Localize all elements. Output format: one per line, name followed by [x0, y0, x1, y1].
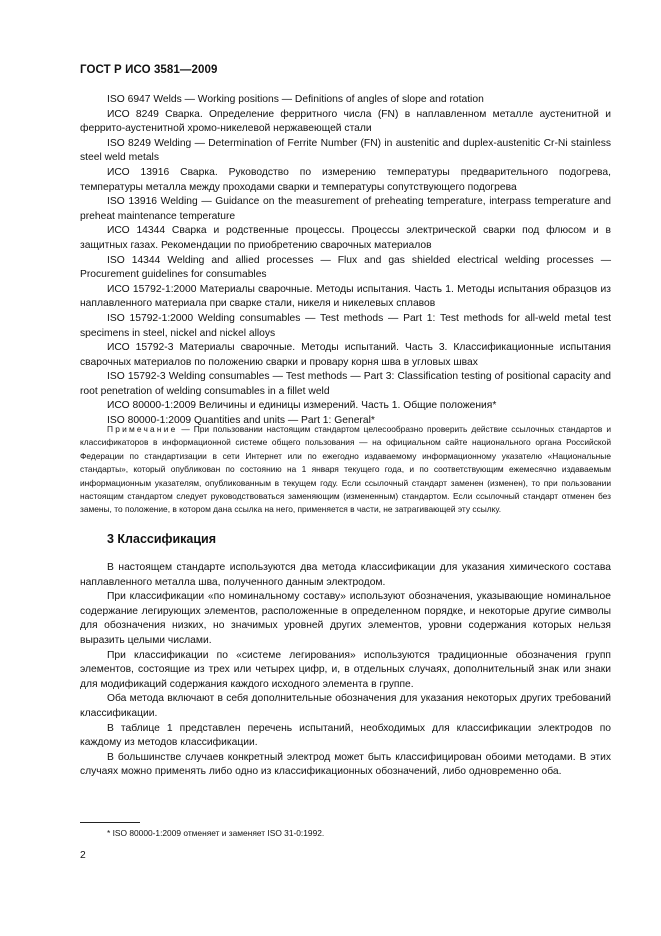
body-paragraph: В настоящем стандарте используются два метода классификации для указания химического состава наплавленного металла шва, полученного данным электродом.	[80, 562, 611, 588]
body-paragraph: В большинстве случаев конкретный электрод может быть классифицирован обоими методами. В этих случаях можно применять либо одно из классификационных обозначений, либо одновременно оба.	[80, 751, 611, 778]
note-paragraph	[80, 423, 611, 517]
section-body	[80, 561, 611, 780]
reference-item: ИСО 14344 Сварка и родственные процессы. Процессы электрической сварки под флюсом и в защитных газах. Рекомендации по приобретению сварочных материалов	[80, 225, 611, 251]
body-paragraph: Оба метода включают в себя дополнительные обозначения для указания некоторых других требований классификации.	[80, 693, 611, 719]
reference-item: ИСО 80000-1:2009 Величины и единицы измерений. Часть 1. Общие положения*	[107, 400, 497, 412]
reference-item: ИСО 13916 Сварка. Руководство по измерению температуры предварительного подогрева, температуры металла между проходами сварки и температуры сопутствующего подогрева	[80, 166, 611, 193]
reference-item: ISO 13916 Welding — Guidance on the measurement of preheating temperature, interpass temperature and preheat maintenance temperature	[80, 196, 611, 222]
page-number: 2	[80, 850, 86, 861]
reference-item: ИСО 15792-1:2000 Материалы сварочные. Методы испытания. Часть 1. Методы испытания образцов из наплавленного материала при сварке стали, никеля и никелевых сплавов	[80, 283, 611, 310]
reference-item: ИСО 8249 Сварка. Определение ферритного числа (FN) в наплавленном металле аустенитной и феррито-аустенитной хромо-никелевой нержавеющей стали	[80, 108, 611, 135]
body-paragraph: При классификации «по номинальному составу» используют обозначения, указывающие номинальное содержание легирующих элементов, расположенные в определенном порядке, и некоторые другие символы для обозначения низких, но значимых уровней других элементов, уровни содержания которых нельзя выразить целыми числами.	[80, 591, 611, 646]
reference-item: ISO 6947 Welds — Working positions — Definitions of angles of slope and rotation	[107, 94, 484, 105]
section-title: 3 Классификация	[107, 532, 217, 546]
standard-header: ГОСТ Р ИСО 3581—2009	[80, 64, 218, 76]
footnote-divider	[80, 822, 140, 823]
note-text: — При пользовании настоящим стандартом целесообразно проверить действие ссылочных стандартов и классификаторов в информационной системе общего пользования — на официальном сайте национального органа Российской Федерации по стандартизации в сети Интернет или по ежегодно издаваемому информационному указателю «Национальные стандарты», который опубликован по состоянию на 1 января текущего года, и по соответствующим ежемесячно издаваемым информационным указателям, опубликованным в текущем году. Если ссылочный стандарт заменен (изменен), то при пользовании настоящим стандартом следует руководствоваться заменяющим (измененным) стандартом. Если ссылочный стандарт отменен без замены, то положение, в котором дана ссылка на него, применяется в части, не затрагивающей эту ссылку.	[80, 424, 611, 515]
note-label: Примечание	[107, 424, 178, 434]
body-paragraph: При классификации по «системе легирования» используются традиционные обозначения групп элементов, состоящие из трех или четырех цифр, и, в отдельных случаях, дополнительный знак или знаки для модификаций содержания каждого исходного элемента в группе.	[80, 649, 611, 690]
reference-item: ISO 15792-1:2000 Welding consumables — Test methods — Part 1: Test methods for all-weld metal test specimens in steel, nickel and nickel alloys	[80, 312, 611, 339]
reference-item: ISO 80000-1:2009 Quantities and units — Part 1: General*	[107, 415, 375, 427]
reference-item: ISO 8249 Welding — Determination of Ferrite Number (FN) in austenitic and duplex-austenitic Cr-Ni stainless steel weld metals	[80, 137, 611, 164]
reference-item: ISO 15792-3 Welding consumables — Test methods — Part 3: Classification testing of positional capacity and root penetration of welding consumables in a fillet weld	[80, 371, 611, 397]
footnote: * ISO 80000-1:2009 отменяет и заменяет ISO 31-0:1992.	[107, 828, 325, 838]
body-paragraph: В таблице 1 представлен перечень испытаний, необходимых для классификации электродов по каждому из методов классификации.	[80, 722, 611, 749]
normative-references	[80, 93, 611, 429]
reference-item: ИСО 15792-3 Материалы сварочные. Методы испытаний. Часть 3. Классификационные испытания сварочных материалов по положению сварки и провару корня шва в угловых швах	[80, 342, 611, 368]
reference-item: ISO 14344 Welding and allied processes — Flux and gas shielded electrical welding processes — Procurement guidelines for consumables	[80, 254, 611, 281]
